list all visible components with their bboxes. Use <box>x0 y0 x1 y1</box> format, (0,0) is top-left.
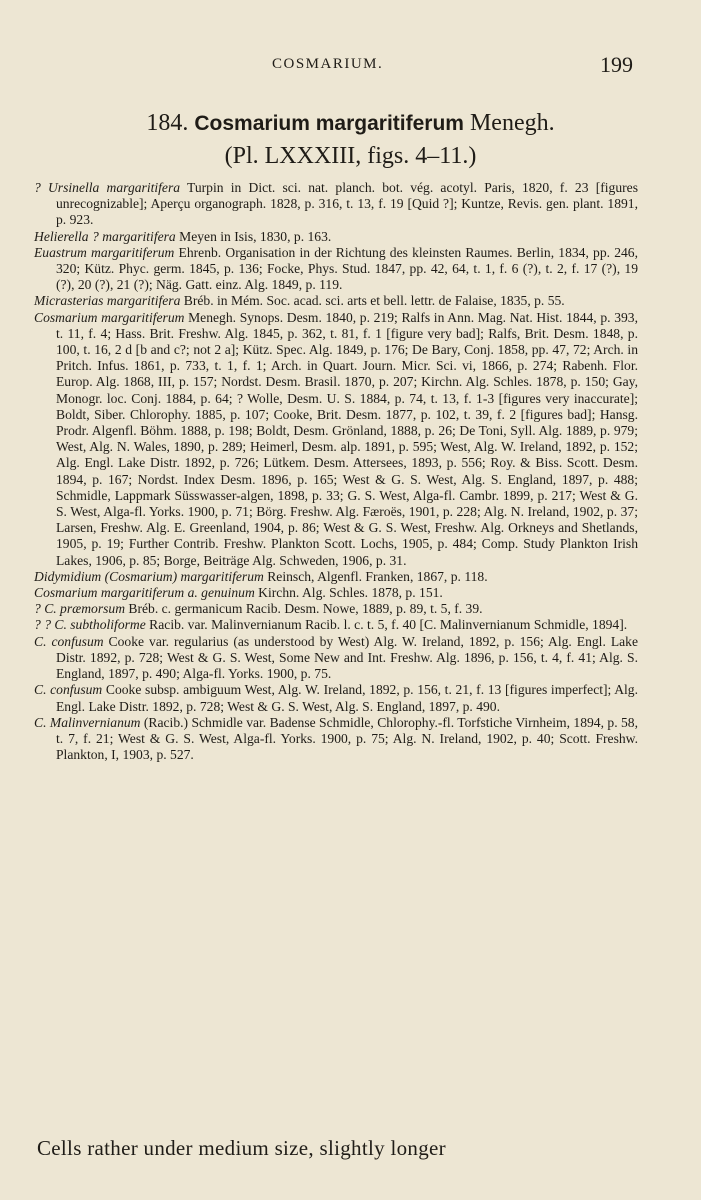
synonym-taxon: Micrasterias margaritifera <box>34 293 181 309</box>
synonym-taxon: Euastrum margaritiferum <box>34 244 175 260</box>
synonym-citation: Kirchn. Alg. Schles. 1878, p. 151. <box>254 585 443 601</box>
synonym-taxon: ? ? C. subtholiforme <box>34 617 146 633</box>
species-name: Cosmarium margaritiferum <box>194 112 464 135</box>
synonym-entry <box>34 229 638 245</box>
synonym-entry <box>34 245 638 294</box>
synonym-entry <box>34 715 638 764</box>
description-text: Cells rather under medium size, slightly longer <box>37 1136 446 1160</box>
synonym-entry <box>34 585 638 601</box>
synonym-entry <box>34 682 638 714</box>
synonym-citation: Bréb. c. germanicum Racib. Desm. Nowe, 1889, p. 89, t. 5, f. 39. <box>125 601 483 617</box>
synonym-taxon: C. Malinvernianum <box>34 714 141 730</box>
synonymy-list <box>34 180 638 763</box>
synonym-citation: Cooke subsp. ambiguum West, Alg. W. Ireland, 1892, p. 156, t. 21, f. 13 [figures imperfect]; Alg. Engl. Lake Distr. 1892, p. 728; West & G. S. West, Alg. S. England, 1897, p. 490. <box>56 682 639 714</box>
synonym-taxon: ? C. præmorsum <box>34 601 126 617</box>
synonym-citation: Bréb. in Mém. Soc. acad. sci. arts et bell. lettr. de Falaise, 1835, p. 55. <box>180 293 565 309</box>
synonym-taxon: C. confusum <box>34 682 103 698</box>
species-heading <box>0 108 701 171</box>
synonym-citation: Meyen in Isis, 1830, p. 163. <box>175 228 332 244</box>
synonym-citation: Racib. var. Malinvernianum Racib. l. c. t. 5, f. 40 [C. Malinvernianum Schmidle, 1894]. <box>145 617 628 633</box>
synonym-entry <box>34 601 638 617</box>
species-number: 184. <box>146 110 189 136</box>
synonym-citation: (Racib.) Schmidle var. Badense Schmidle, Chlorophy.-fl. Torfstiche Virnheim, 1894, p. 58, t. 7, f. 21; West & G. S. West, Alga-fl. Yorks. 1900, p. 75; Alg. N. Ireland, 1902, p. 40; Scott. Freshw. Plankton, I, 1903, p. 527. <box>56 714 638 763</box>
synonym-citation: Cooke var. regularius (as understood by West) Alg. W. Ireland, 1892, p. 156; Alg. Engl. Lake Distr. 1892, p. 728; West & G. S. West, Some New and Int. Freshw. Alg. 1896, p. 156, t. 4, f. 41; Alg. S. England, 1897, p. 490; Alga-fl. Yorks. 1900, p. 75. <box>56 633 639 682</box>
synonym-entry <box>34 310 638 569</box>
synonym-taxon: Cosmarium margaritiferum <box>34 309 185 325</box>
running-title: COSMARIUM. <box>272 56 384 72</box>
synonym-taxon: ? Ursinella margaritifera <box>34 180 181 195</box>
synonym-citation: Ehrenb. Organisation in der Richtung des kleinsten Raumes. Berlin, 1834, pp. 246, 320; Kütz. Phyc. germ. 1845, p. 136; Focke, Phys. Stud. 1847, pp. 42, 64, t. 1, f. 6 (?), t. 2, f. 17 (?), 19 (?), 20 (?), 21 (?); Näg. Gatt. einz. Alg. 1849, p. 119. <box>56 244 638 293</box>
synonym-entry <box>34 180 638 229</box>
species-author: Menegh. <box>469 110 555 136</box>
synonym-citation: Menegh. Synops. Desm. 1840, p. 219; Ralfs in Ann. Mag. Nat. Hist. 1844, p. 393, t. 11, f. 4; Hass. Brit. Freshw. Alg. 1845, p. 362, t. 81, f. 1 [figure very bad]; Ralfs, Brit. Desm. 1848, p. 100, t. 16, 2 d [b and c?; not 2 a]; Kütz. Spec. Alg. 1849, p. 176; De Bary, Conj. 1858, pp. 47, 72; Arch. in Pritch. Infus. 1861, p. 733, t. 1, f. 1; Arch. in Quart. Journ. Micr. Sci. vi, 1866, p. 274; Rabenh. Flor. Europ. Alg. 1868, III, p. 157; Nordst. Desm. Brasil. 1870, p. 207; Kirchn. Alg. Schles. 1878, p. 150; Gay, Monogr. loc. Conj. 1884, p. 64; ? Wolle, Desm. U. S. 1884, p. 74, t. 13, f. 1-3 [figures very inaccurate]; Boldt, Siber. Chlorophy. 1885, p. 107; Cooke, Brit. Desm. 1877, p. 102, t. 39, f. 2 [figures bad]; Hansg. Prodr. Algenfl. Böhm. 1888, p. 198; Boldt, Desm. Grönland, 1888, p. 26; De Toni, Syll. Alg. 1889, p. 979; West, Alg. N. Wales, 1890, p. 289; Heimerl, Desm. alp. 1891, p. 595; West, Alg. W. Ireland, 1892, p. 152; Alg. Engl. Lake Distr. 1892, p. 726; Lütkem. Desm. Attersees, 1893, p. 556; Roy. & Biss. Scott. Desm. 1894, p. 167; Nordst. Index Desm. 1896, p. 165; West & G. S. West, Alg. S. England, 1897, p. 488; Schmidle, Lappmark Süsswasser-algen, 1898, p. 33; G. S. West, Alga-fl. Cambr. 1899, p. 217; West & G. S. West, Alga-fl. Yorks. 1900, p. 71; Börg. Freshw. Alg. Færoës, 1901, p. 228; Alg. N. Ireland, 1902, p. 37; Larsen, Freshw. Alg. E. Greenland, 1904, p. 86; West & G. S. West, Freshw. Alg. Orkneys and Shetlands, 1905, p. 19; Further Contrib. Freshw. Plankton Scott. Lochs, 1905, p. 484; Comp. Study Plankton Irish Lakes, 1906, p. 85; Borge, Beiträge Alg. Schweden, 1906, p. 31. <box>56 309 638 568</box>
synonym-entry <box>34 634 638 683</box>
species-title-line <box>0 108 701 139</box>
synonym-entry <box>34 293 638 309</box>
page-number: 199 <box>600 52 633 77</box>
running-header <box>0 52 701 82</box>
synonym-entry <box>34 617 638 633</box>
synonym-taxon: Helierella ? margaritifera <box>34 228 176 244</box>
plate-reference: (Pl. LXXXIII, figs. 4–11.) <box>224 143 477 169</box>
synonym-citation: Turpin in Dict. sci. nat. planch. bot. vég. acotyl. Paris, 1820, f. 23 [figures unrecognizable]; Aperçu organograph. 1828, p. 316, t. 13, f. 19 [Quid ?]; Kuntze, Revis. gen. plant. 1891, p. 923. <box>56 180 638 228</box>
synonym-taxon: C. confusum <box>34 633 104 649</box>
synonym-citation: Reinsch, Algenfl. Franken, 1867, p. 118. <box>263 568 488 584</box>
synonym-entry <box>34 569 638 585</box>
synonym-taxon: Cosmarium margaritiferum a. genuinum <box>34 585 255 601</box>
synonym-taxon: Didymidium (Cosmarium) margaritiferum <box>34 568 264 584</box>
